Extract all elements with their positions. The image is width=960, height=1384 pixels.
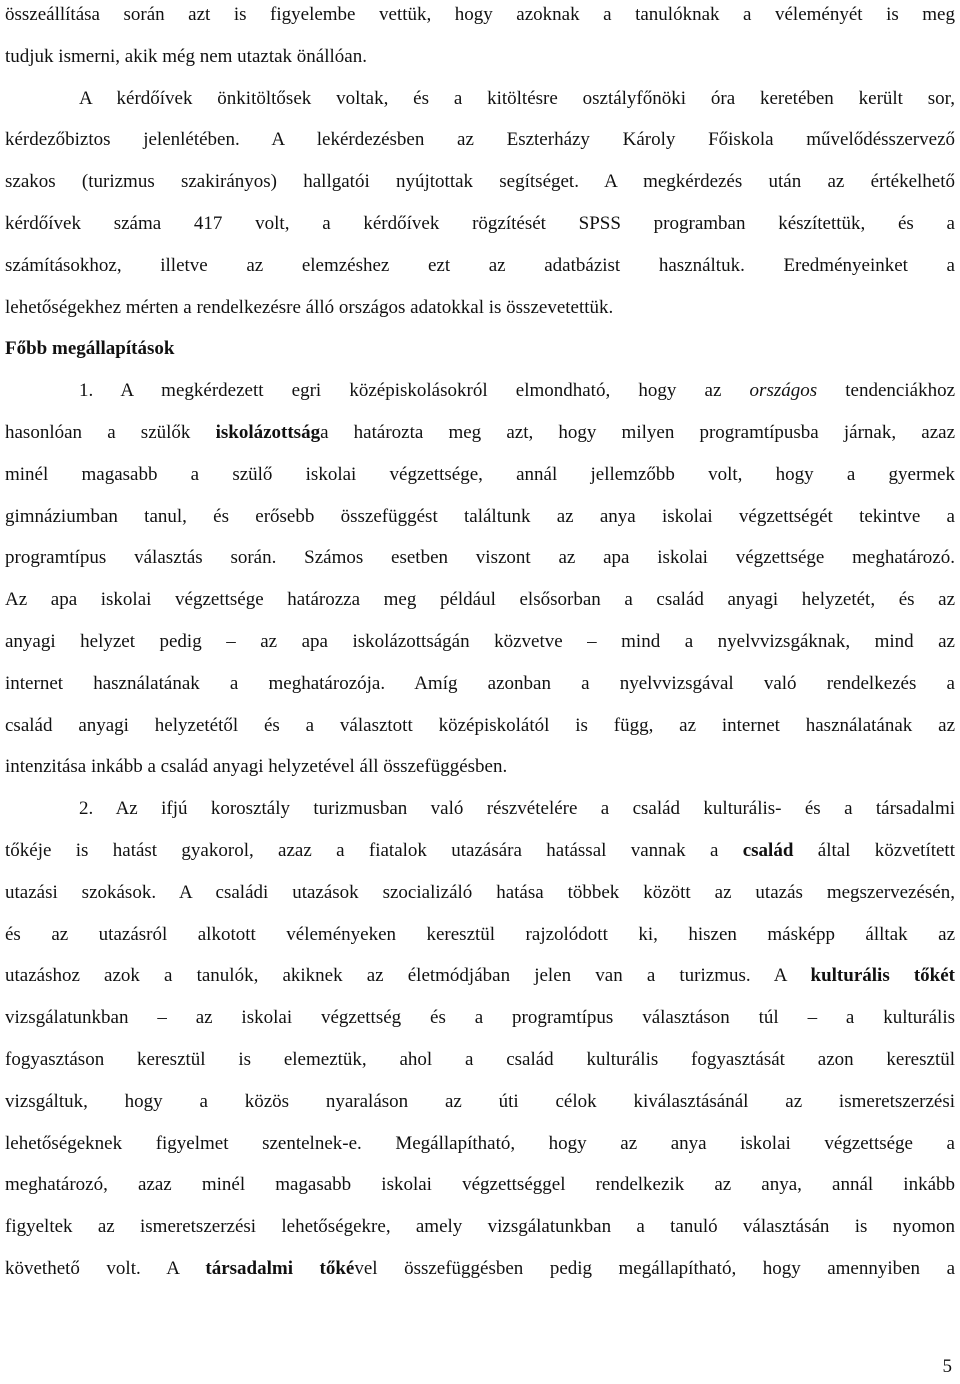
text-run: tudjuk ismerni, akik még nem utaztak önállóan.	[5, 45, 367, 67]
text-run: anyagi helyzet pedig – az apa iskolázottságán közvetve – mind a nyelvvizsgáknak, mind az	[5, 630, 955, 652]
text-line	[5, 203, 955, 245]
text-run: utazáshoz azok a tanulók, akiknek az életmódjában jelen van a turizmus. A	[5, 965, 811, 987]
text-line	[5, 119, 955, 161]
text-line	[5, 537, 955, 579]
text-run: tendenciákhoz	[817, 380, 956, 402]
bold-text: társadalmi tőké	[205, 1257, 355, 1279]
text-run: lehetőségeknek figyelmet szentelnek-e. Megállapítható, hogy az anya iskolai végzettsége a	[5, 1132, 955, 1154]
text-line	[5, 412, 955, 454]
bold-text: család	[742, 839, 794, 861]
text-line	[5, 955, 955, 997]
text-line	[5, 872, 955, 914]
text-line	[5, 830, 955, 872]
text-run: és az utazásról alkotott véleményeken keresztül rajzolódott ki, hiszen másképp álltak az	[5, 923, 955, 945]
text-run: vizsgáltuk, hogy a közös nyaraláson az úti célok kiválasztásánál az ismeretszerzési	[5, 1090, 955, 1112]
bold-text: kulturális tőkét	[810, 965, 955, 987]
text-line	[5, 788, 955, 830]
text-line	[5, 1081, 955, 1123]
text-run: meghatározó, azaz minél magasabb iskolai végzettséggel rendelkezik az anya, annál inkább	[5, 1174, 955, 1196]
text-line	[5, 1123, 955, 1165]
text-run: internet használatának a meghatározója. Amíg azonban a nyelvvizsgával való rendelkezés a	[5, 672, 955, 694]
text-line	[5, 746, 955, 788]
text-run: 2. Az ifjú korosztály turizmusban való részvételére a család kulturális- és a társadalmi	[79, 798, 955, 820]
text-line	[5, 1039, 955, 1081]
text-run: szakos (turizmus szakirányos) hallgatói nyújtottak segítséget. A megkérdezés után az értékelhető	[5, 171, 955, 193]
text-line	[5, 245, 955, 287]
section-heading	[5, 328, 955, 370]
text-run: kérdőívek száma 417 volt, a kérdőívek rögzítését SPSS programban készítettük, és a	[5, 212, 955, 234]
text-run: Az apa iskolai végzettsége határozza meg például elsősorban a család anyagi helyzetét, és az	[5, 589, 955, 611]
text-line	[5, 36, 955, 78]
text-line	[5, 663, 955, 705]
text-line	[5, 287, 955, 329]
text-run: utazási szokások. A családi utazások szocializáló hatása többek között az utazás megszervezésén,	[5, 881, 955, 903]
text-run: gimnáziumban tanul, és erősebb összefüggést találtunk az anya iskolai végzettségét tekintve a	[5, 505, 955, 527]
text-run: által közvetített	[793, 839, 955, 861]
body-text	[5, 0, 955, 1290]
text-run: fogyasztáson keresztül is elemeztük, ahol a család kulturális fogyasztását azon keresztül	[5, 1048, 955, 1070]
text-run: figyeltek az ismeretszerzési lehetőségekre, amely vizsgálatunkban a tanuló választásán is nyomon	[5, 1216, 955, 1238]
text-run: tőkéje is hatást gyakorol, azaz a fiatalok utazására hatással vannak a	[5, 839, 743, 861]
text-run: család anyagi helyzetétől és a választott középiskolától is függ, az internet használatának az	[5, 714, 955, 736]
text-line	[5, 1164, 955, 1206]
text-run: követhető volt. A	[5, 1257, 206, 1279]
text-line	[5, 161, 955, 203]
text-run: lehetőségekhez mérten a rendelkezésre álló országos adatokkal is összevetettük.	[5, 296, 614, 318]
text-line	[5, 1248, 955, 1290]
text-run: hasonlóan a szülők	[5, 421, 216, 443]
page-number: 5	[942, 1356, 952, 1377]
text-run: intenzitása inkább a család anyagi helyzetével áll összefüggésben.	[5, 756, 508, 778]
text-run: 1. A megkérdezett egri középiskolásokról elmondható, hogy az	[79, 380, 750, 402]
text-line	[5, 914, 955, 956]
text-line	[5, 78, 955, 120]
text-line	[5, 454, 955, 496]
bold-text: iskolázottság	[215, 421, 321, 443]
italic-text: országos	[749, 380, 818, 402]
text-run: összeállítása során azt is figyelembe vettük, hogy azoknak a tanulóknak a véleményét is meg	[5, 4, 955, 25]
text-line	[5, 1206, 955, 1248]
text-run: vel összefüggésben pedig megállapítható, hogy amennyiben a	[354, 1257, 956, 1279]
text-line	[5, 579, 955, 621]
text-run: A kérdőívek önkitöltősek voltak, és a kitöltésre osztályfőnöki óra keretében került sor,	[79, 87, 955, 109]
text-run: kérdezőbiztos jelenlétében. A lekérdezésben az Eszterházy Károly Főiskola művelődésszervező	[5, 129, 955, 151]
text-line	[5, 621, 955, 663]
text-line	[5, 705, 955, 747]
text-run: számításokhoz, illetve az elemzéshez ezt az adatbázist használtuk. Eredményeinket a	[5, 254, 955, 276]
text-line	[5, 997, 955, 1039]
text-run: Főbb megállapítások	[5, 338, 175, 360]
text-run: programtípus választás során. Számos esetben viszont az apa iskolai végzettsége meghatározó.	[5, 547, 955, 569]
text-line	[5, 0, 955, 36]
text-run: a határozta meg azt, hogy milyen programtípusba járnak, azaz	[320, 421, 956, 443]
text-line	[5, 496, 955, 538]
text-run: minél magasabb a szülő iskolai végzettsége, annál jellemzőbb volt, hogy a gyermek	[5, 463, 955, 485]
text-run: vizsgálatunkban – az iskolai végzettség és a programtípus választáson túl – a kulturális	[5, 1007, 955, 1029]
text-line	[5, 370, 955, 412]
